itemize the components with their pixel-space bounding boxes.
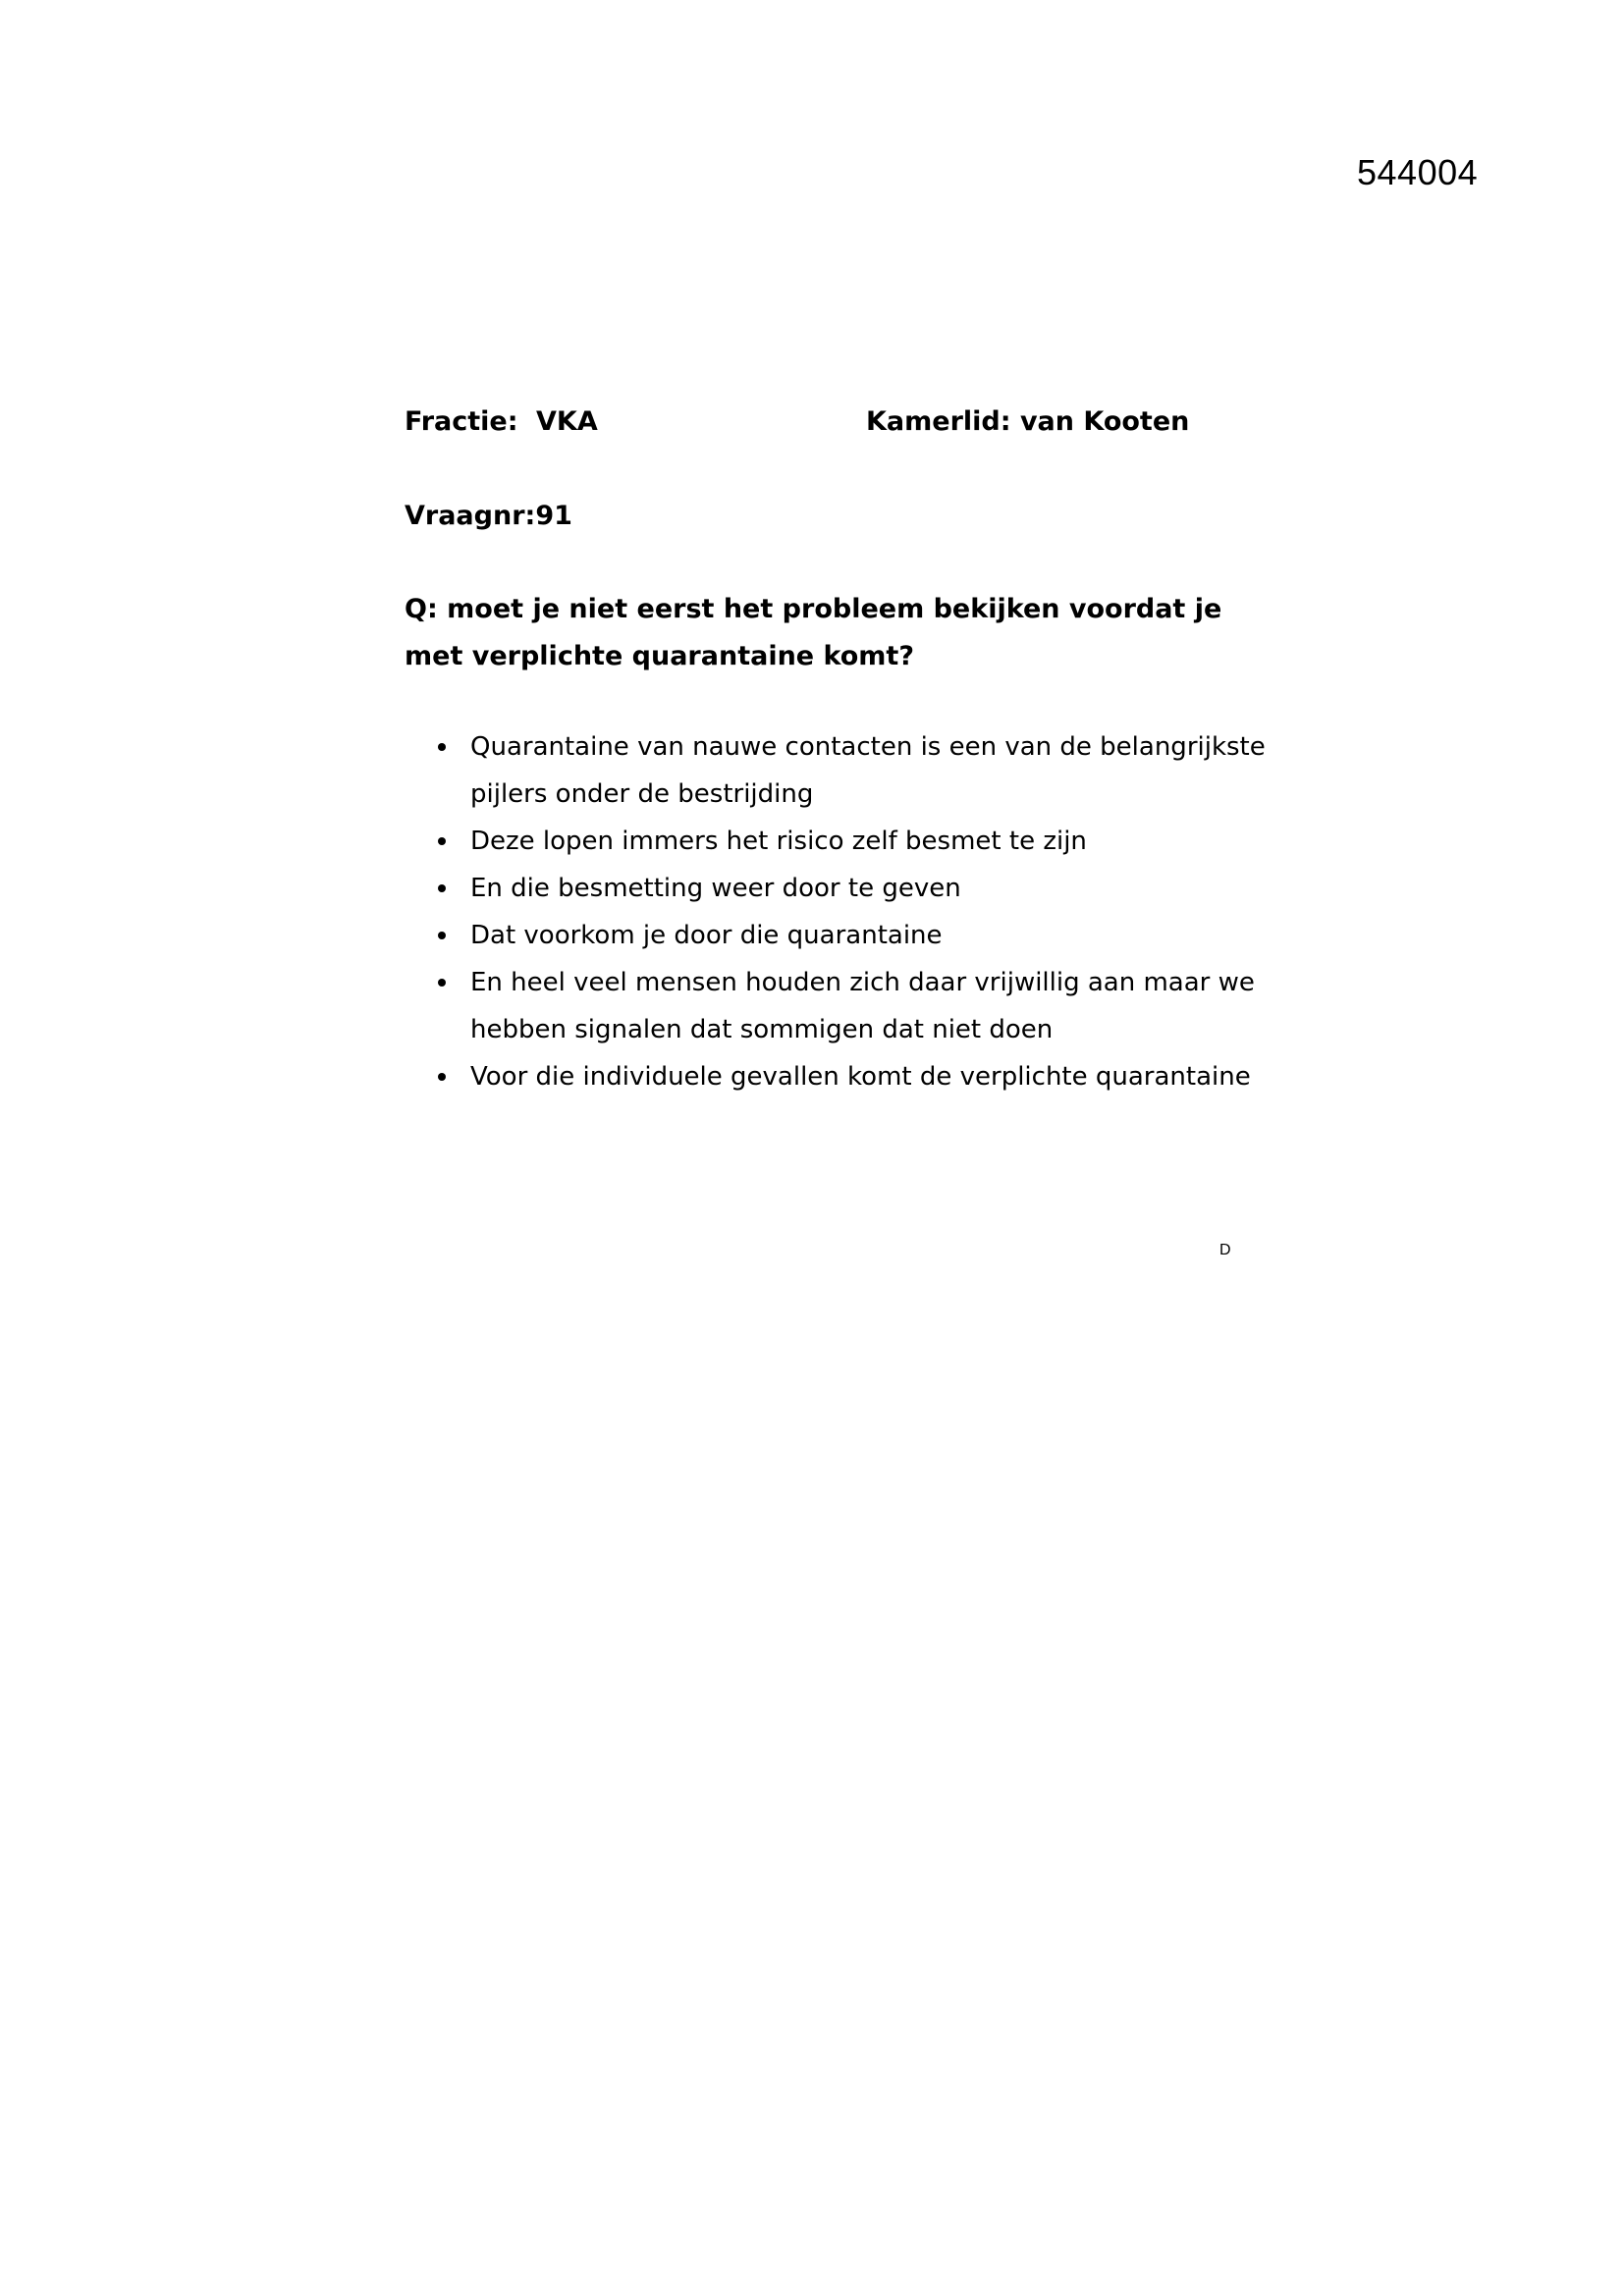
answer-text: En heel veel mensen houden zich daar vrijwillig aan maar we hebben signalen dat sommigen dat niet doen [470, 968, 1255, 1044]
answer-text: Deze lopen immers het risico zelf besmet te zijn [470, 827, 1087, 856]
fractie-label: Fractie: [405, 406, 518, 437]
bullet-icon [438, 932, 446, 939]
answer-item [405, 865, 1269, 912]
document-number: 544004 [1357, 152, 1479, 192]
answer-text: Dat voorkom je door die quarantaine [470, 921, 943, 950]
page-mark: D [1219, 1242, 1231, 1258]
bullet-icon [438, 1073, 446, 1081]
answer-item [405, 959, 1269, 1053]
answer-item [405, 912, 1269, 959]
question-line-2: met verplichte quarantaine komt? [405, 641, 914, 671]
answer-text: En die besmetting weer door te geven [470, 874, 961, 903]
bullet-icon [438, 884, 446, 892]
answer-text: Quarantaine van nauwe contacten is een van de belangrijkste pijlers onder de bestrijding [470, 732, 1266, 809]
answer-item [405, 818, 1269, 865]
answer-item [405, 723, 1269, 818]
bullet-icon [438, 979, 446, 987]
answer-list [405, 723, 1269, 1100]
kamerlid-label: Kamerlid: van Kooten [866, 406, 1190, 437]
answer-text: Voor die individuele gevallen komt de verplichte quarantaine [470, 1062, 1251, 1092]
question-text [405, 586, 1249, 680]
question-line-1: Q: moet je niet eerst het probleem bekijken voordat je [405, 594, 1222, 624]
question-number: Vraagnr:91 [405, 501, 572, 531]
bullet-icon [438, 837, 446, 845]
bullet-icon [438, 743, 446, 751]
answer-item [405, 1053, 1269, 1100]
meta-row [405, 402, 1288, 442]
fractie-value: VKA [536, 406, 598, 437]
